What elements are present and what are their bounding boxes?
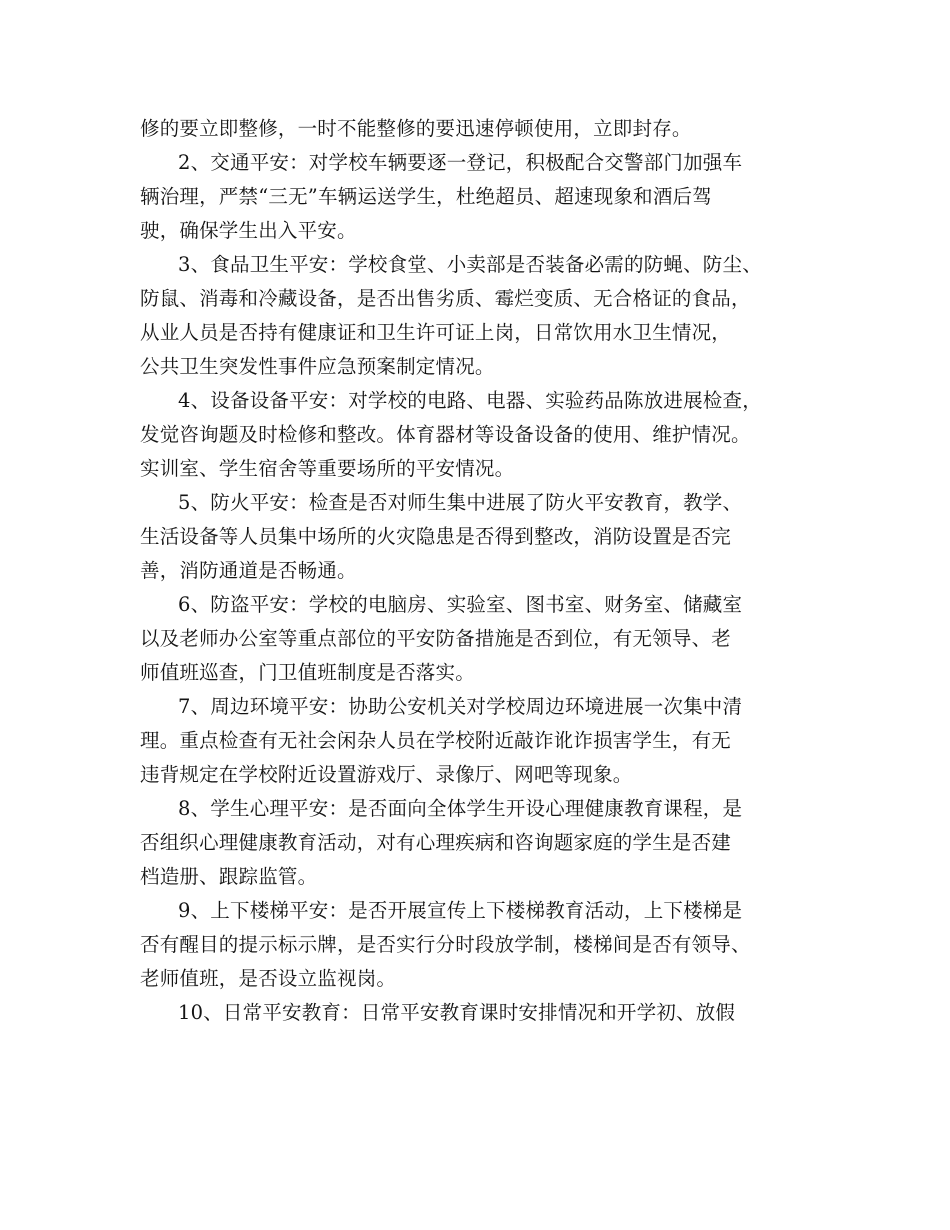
- text-line: 5、防火平安：检查是否对师生集中进展了防火平安教育，教学、: [178, 491, 743, 514]
- text-line: 公共卫生突发性事件应急预案制定情况。: [140, 355, 495, 378]
- document-body: [140, 112, 815, 1030]
- paragraph: [140, 894, 815, 996]
- text-line: 辆治理，严禁“三无”车辆运送学生，杜绝超员、超速现象和酒后驾: [140, 185, 712, 208]
- text-line: 驶，确保学生出入平安。: [140, 219, 357, 242]
- paragraph: [140, 690, 815, 792]
- text-line: 10、日常平安教育：日常平安教育课时安排情况和开学初、放假: [178, 1001, 736, 1024]
- text-line: 防鼠、消毒和冷藏设备，是否出售劣质、霉烂变质、无合格证的食品，: [140, 287, 751, 310]
- text-line: 违背规定在学校附近设置游戏厅、录像厅、网吧等现象。: [140, 763, 633, 786]
- text-line: 善，消防通道是否畅通。: [140, 559, 357, 582]
- paragraph: [140, 792, 815, 894]
- text-line: 生活设备等人员集中场所的火灾隐患是否得到整改，消防设置是否完: [140, 525, 732, 548]
- text-line: 档造册、跟踪监管。: [140, 865, 318, 888]
- text-line: 老师值班，是否设立监视岗。: [140, 967, 397, 990]
- text-line: 否有醒目的提示标示牌，是否实行分时段放学制，楼梯间是否有领导、: [140, 933, 751, 956]
- text-line: 从业人员是否持有健康证和卫生许可证上岗，日常饮用水卫生情况，: [140, 321, 732, 344]
- text-line: 4、设备设备平安：对学校的电路、电器、实验药品陈放进展检查，: [178, 389, 762, 412]
- text-line: 实训室、学生宿舍等重要场所的平安情况。: [140, 457, 515, 480]
- text-line: 3、食品卫生平安：学校食堂、小卖部是否装备必需的防蝇、防尘、: [178, 253, 762, 276]
- paragraph: [140, 384, 815, 486]
- text-line: 理。重点检查有无社会闲杂人员在学校附近敲诈讹诈损害学生，有无: [140, 729, 732, 752]
- text-line: 师值班巡查，门卫值班制度是否落实。: [140, 661, 475, 684]
- text-line: 8、学生心理平安：是否面向全体学生开设心理健康教育课程，是: [178, 797, 743, 820]
- text-line: 7、周边环境平安：协助公安机关对学校周边环境进展一次集中清: [178, 695, 743, 718]
- text-line: 2、交通平安：对学校车辆要逐一登记，积极配合交警部门加强车: [178, 151, 743, 174]
- text-line: 9、上下楼梯平安：是否开展宣传上下楼梯教育活动，上下楼梯是: [178, 899, 743, 922]
- paragraph: [140, 112, 815, 146]
- text-line: 发觉咨询题及时检修和整改。体育器材等设备设备的使用、维护情况。: [140, 423, 751, 446]
- paragraph: [140, 588, 815, 690]
- paragraph: [140, 248, 815, 384]
- paragraph: [140, 146, 815, 248]
- paragraph: [140, 996, 815, 1030]
- paragraph: [140, 486, 815, 588]
- text-line: 6、防盗平安：学校的电脑房、实验室、图书室、财务室、储藏室: [178, 593, 743, 616]
- text-line: 否组织心理健康教育活动，对有心理疾病和咨询题家庭的学生是否建: [140, 831, 732, 854]
- text-line: 修的要立即整修，一时不能整修的要迅速停顿使用，立即封存。: [140, 117, 692, 140]
- text-line: 以及老师办公室等重点部位的平安防备措施是否到位，有无领导、老: [140, 627, 732, 650]
